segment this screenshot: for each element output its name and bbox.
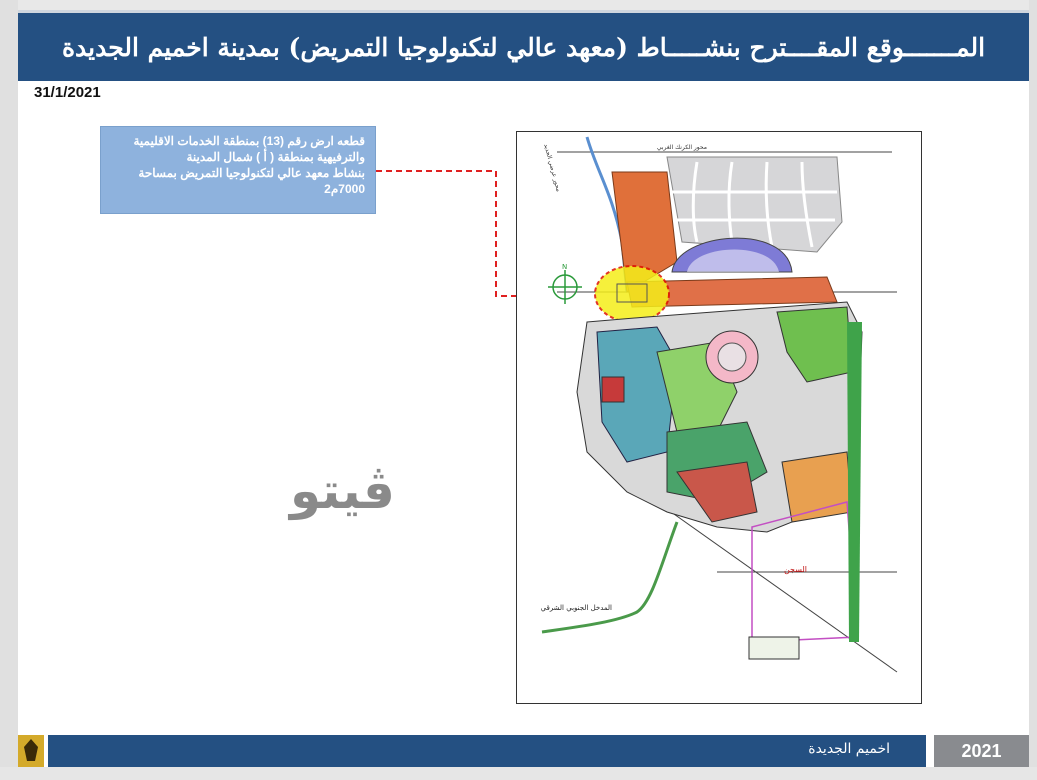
callout-line-1: قطعه ارض رقم (13) بمنطقة الخدمات الاقليمية xyxy=(133,134,365,148)
watermark-logo: ڤيتو xyxy=(290,462,395,520)
master-plan-map xyxy=(516,131,922,704)
footer-bar xyxy=(48,735,926,767)
slide-title: المـــــــوقع المقــــترح بنشـــــاط (معهد عالي لتكنولوجيا التمريض) بمدينة اخميم الجديدة xyxy=(61,32,986,62)
callout-line-3: بنشاط معهد عالي لتكنولوجيا التمريض بمساحة xyxy=(138,166,365,180)
callout-line-4: 7000م2 xyxy=(324,182,365,196)
callout-line-2: والترفيهية بمنطقة ( أ ) شمال المدينة xyxy=(186,150,365,164)
egypt-eagle-emblem-icon xyxy=(18,735,44,767)
footer-city-label: اخميم الجديدة xyxy=(808,741,890,757)
north-label: N xyxy=(562,263,568,271)
west-road-label: محور عرضي الجديد xyxy=(542,143,562,193)
prison-label: السجن xyxy=(783,565,807,574)
footer-year: 2021 xyxy=(934,735,1029,767)
north-road-label: محور الكرنك الغربي xyxy=(656,144,707,151)
south-entrance-label: المدخل الجنوبي الشرقي xyxy=(540,604,612,612)
slide-date: 31/1/2021 xyxy=(34,84,101,101)
master-plan-drawing xyxy=(517,132,921,703)
